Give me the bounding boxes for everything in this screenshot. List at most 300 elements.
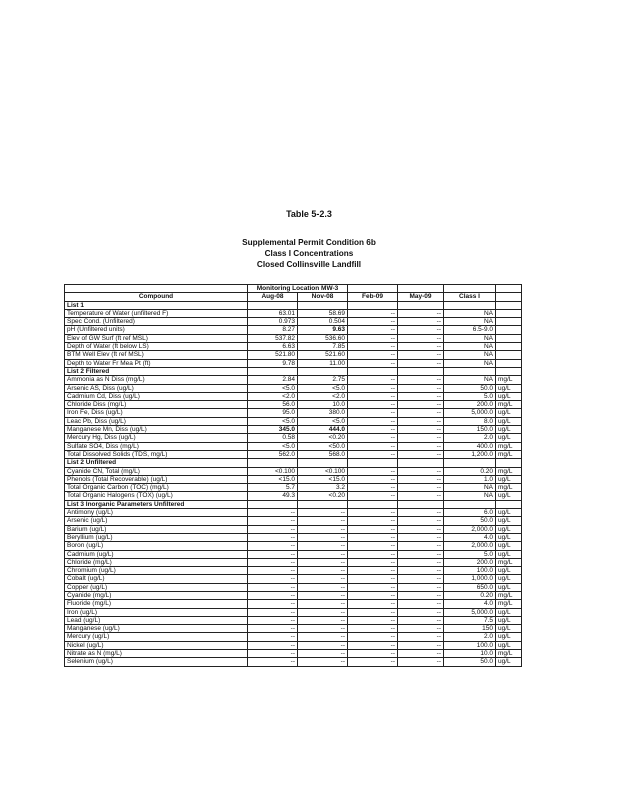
- unit-cell: ug/L: [496, 625, 522, 633]
- value-cell: <50.0: [298, 442, 348, 450]
- table-row: [65, 309, 522, 317]
- unit-cell: ug/L: [496, 517, 522, 525]
- col-header-feb-09: Feb-09: [348, 293, 398, 301]
- table-row: [65, 525, 522, 533]
- value-cell: --: [248, 608, 298, 616]
- value-cell: --: [298, 517, 348, 525]
- value-cell: <0.20: [298, 434, 348, 442]
- value-cell: --: [398, 550, 444, 558]
- unit-cell: mg/L: [496, 442, 522, 450]
- unit-cell: [496, 359, 522, 367]
- compound-header: Compound: [65, 293, 248, 301]
- table-row: [65, 509, 522, 517]
- table-row: [65, 442, 522, 450]
- value-cell: --: [398, 484, 444, 492]
- table-row: [65, 583, 522, 591]
- value-cell: --: [348, 309, 398, 317]
- value-cell: --: [348, 525, 398, 533]
- monitoring-location-row: [65, 285, 522, 293]
- compound-name: pH (Unfiltered units): [65, 326, 248, 334]
- unit-cell: ug/L: [496, 392, 522, 400]
- value-cell: --: [348, 608, 398, 616]
- empty-cell: [348, 500, 398, 508]
- value-cell: --: [298, 633, 348, 641]
- value-cell: 0.973: [248, 318, 298, 326]
- class-i-value: 8.0: [444, 417, 496, 425]
- class-i-value: 50.0: [444, 384, 496, 392]
- value-cell: --: [398, 450, 444, 458]
- value-cell: <15.0: [298, 475, 348, 483]
- table-row: [65, 434, 522, 442]
- value-cell: --: [298, 650, 348, 658]
- compound-name: BTM Well Elev (ft ref MSL): [65, 351, 248, 359]
- compound-name: Sulfate SO4, Diss (mg/L): [65, 442, 248, 450]
- blank-header-cell: [348, 285, 398, 293]
- class-i-value: 10.0: [444, 650, 496, 658]
- unit-cell: ug/L: [496, 658, 522, 666]
- compound-name: Fluoride (mg/L): [65, 600, 248, 608]
- value-cell: 3.2: [298, 484, 348, 492]
- value-cell: --: [348, 343, 398, 351]
- value-cell: 562.0: [248, 450, 298, 458]
- value-cell: 0.504: [298, 318, 348, 326]
- table-row: [65, 575, 522, 583]
- value-cell: --: [398, 467, 444, 475]
- compound-name: Antimony (ug/L): [65, 509, 248, 517]
- value-cell: 568.0: [298, 450, 348, 458]
- value-cell: --: [248, 616, 298, 624]
- table-row: [65, 401, 522, 409]
- value-cell: --: [398, 625, 444, 633]
- value-cell: --: [298, 525, 348, 533]
- value-cell: --: [398, 475, 444, 483]
- value-cell: <0.100: [248, 467, 298, 475]
- value-cell: --: [348, 641, 398, 649]
- unit-cell: ug/L: [496, 616, 522, 624]
- compound-name: Selenium (ug/L): [65, 658, 248, 666]
- unit-cell: ug/L: [496, 550, 522, 558]
- value-cell: 2.75: [298, 376, 348, 384]
- class-i-value: NA: [444, 343, 496, 351]
- table-row: [65, 633, 522, 641]
- unit-cell: ug/L: [496, 633, 522, 641]
- compound-name: Cadmium (ug/L): [65, 550, 248, 558]
- value-cell: --: [248, 567, 298, 575]
- class-i-value: 6.5-9.0: [444, 326, 496, 334]
- value-cell: --: [398, 326, 444, 334]
- class-i-value: 0.20: [444, 591, 496, 599]
- compound-name: Iron (ug/L): [65, 608, 248, 616]
- value-cell: --: [398, 533, 444, 541]
- unit-cell: [496, 334, 522, 342]
- class-i-value: 150.0: [444, 426, 496, 434]
- value-cell: --: [398, 558, 444, 566]
- compound-name: Total Dissolved Solids (TDS, mg/L): [65, 450, 248, 458]
- class-i-value: 200.0: [444, 401, 496, 409]
- value-cell: --: [248, 658, 298, 666]
- empty-cell: [398, 500, 444, 508]
- value-cell: --: [398, 343, 444, 351]
- value-cell: --: [248, 525, 298, 533]
- empty-cell: [298, 367, 348, 375]
- table-row: [65, 384, 522, 392]
- value-cell: --: [398, 575, 444, 583]
- class-i-value: 2.0: [444, 434, 496, 442]
- class-i-value: NA: [444, 334, 496, 342]
- compound-name: Manganese Mn, Diss (ug/L): [65, 426, 248, 434]
- value-cell: --: [348, 550, 398, 558]
- table-title: Table 5-2.3: [286, 209, 332, 219]
- value-cell: --: [348, 442, 398, 450]
- table-row: [65, 417, 522, 425]
- value-cell: --: [348, 591, 398, 599]
- value-cell: --: [248, 641, 298, 649]
- compound-name: Iron Fe, Diss (ug/L): [65, 409, 248, 417]
- value-cell: --: [298, 575, 348, 583]
- value-cell: --: [248, 625, 298, 633]
- value-cell: <5.0: [298, 417, 348, 425]
- unit-cell: [496, 309, 522, 317]
- empty-cell: [348, 301, 398, 309]
- value-cell: --: [398, 641, 444, 649]
- compound-name: Copper (ug/L): [65, 583, 248, 591]
- class-i-value: 4.0: [444, 533, 496, 541]
- value-cell: <5.0: [248, 442, 298, 450]
- unit-cell: mg/L: [496, 450, 522, 458]
- class-i-value: NA: [444, 309, 496, 317]
- value-cell: --: [398, 351, 444, 359]
- value-cell: --: [348, 542, 398, 550]
- value-cell: --: [248, 533, 298, 541]
- value-cell: --: [348, 409, 398, 417]
- value-cell: --: [348, 600, 398, 608]
- unit-cell: [496, 326, 522, 334]
- value-cell: --: [248, 591, 298, 599]
- section-label: List 1: [65, 301, 248, 309]
- table-row: [65, 542, 522, 550]
- value-cell: --: [298, 583, 348, 591]
- table-row: [65, 392, 522, 400]
- unit-cell: ug/L: [496, 417, 522, 425]
- section-label: List 3 Inorganic Parameters Unfiltered: [65, 500, 248, 508]
- unit-cell: mg/L: [496, 600, 522, 608]
- value-cell: --: [398, 384, 444, 392]
- unit-cell: ug/L: [496, 525, 522, 533]
- value-cell: --: [298, 658, 348, 666]
- compound-name: Cadmium Cd, Diss (ug/L): [65, 392, 248, 400]
- value-cell: 63.01: [248, 309, 298, 317]
- class-i-value: 100.0: [444, 641, 496, 649]
- value-cell: --: [248, 517, 298, 525]
- class-i-value: NA: [444, 359, 496, 367]
- table-row: [65, 467, 522, 475]
- table-row: [65, 658, 522, 666]
- empty-cell: [298, 459, 348, 467]
- table-body: [65, 301, 522, 666]
- value-cell: --: [348, 326, 398, 334]
- empty-cell: [444, 500, 496, 508]
- compound-name: Elev of GW Surf (ft ref MSL): [65, 334, 248, 342]
- col-header-may-09: May-09: [398, 293, 444, 301]
- compound-name: Nickel (ug/L): [65, 641, 248, 649]
- value-cell: --: [348, 401, 398, 409]
- value-cell: --: [248, 650, 298, 658]
- value-cell: --: [398, 525, 444, 533]
- value-cell: --: [348, 558, 398, 566]
- document-header: [0, 209, 618, 270]
- value-cell: <0.20: [298, 492, 348, 500]
- empty-cell: [444, 459, 496, 467]
- value-cell: --: [398, 409, 444, 417]
- col-header-nov-08: Nov-08: [298, 293, 348, 301]
- value-cell: --: [398, 591, 444, 599]
- compound-name: Arsenic (ug/L): [65, 517, 248, 525]
- value-cell: <5.0: [298, 384, 348, 392]
- value-cell: --: [398, 392, 444, 400]
- value-cell: 58.69: [298, 309, 348, 317]
- table-row: [65, 517, 522, 525]
- unit-cell: mg/L: [496, 484, 522, 492]
- value-cell: --: [248, 583, 298, 591]
- table-row: [65, 426, 522, 434]
- compound-name: Phenols (Total Recoverable) (ug/L): [65, 475, 248, 483]
- compound-name: Cyanide (mg/L): [65, 591, 248, 599]
- empty-cell: [248, 500, 298, 508]
- subtitle-line-3: Closed Collinsville Landfill: [256, 260, 362, 269]
- unit-cell: [496, 343, 522, 351]
- empty-cell: [248, 459, 298, 467]
- value-cell: <5.0: [248, 384, 298, 392]
- class-i-value: 5,000.0: [444, 608, 496, 616]
- value-cell: 5.7: [248, 484, 298, 492]
- value-cell: --: [398, 616, 444, 624]
- table-row: [65, 475, 522, 483]
- value-cell: 521.80: [248, 351, 298, 359]
- unit-cell: ug/L: [496, 434, 522, 442]
- class-i-value: NA: [444, 351, 496, 359]
- unit-cell: ug/L: [496, 475, 522, 483]
- value-cell: --: [398, 376, 444, 384]
- table-row: [65, 550, 522, 558]
- empty-cell: [248, 367, 298, 375]
- table-row: [65, 567, 522, 575]
- unit-cell: ug/L: [496, 533, 522, 541]
- value-cell: --: [398, 633, 444, 641]
- value-cell: --: [348, 384, 398, 392]
- value-cell: --: [398, 492, 444, 500]
- table-row: [65, 359, 522, 367]
- class-i-value: 6.0: [444, 509, 496, 517]
- value-cell: --: [398, 426, 444, 434]
- unit-cell: ug/L: [496, 409, 522, 417]
- value-cell: --: [298, 608, 348, 616]
- value-cell: <2.0: [298, 392, 348, 400]
- value-cell: --: [348, 450, 398, 458]
- value-cell: --: [248, 550, 298, 558]
- table-row: [65, 484, 522, 492]
- table-row: [65, 600, 522, 608]
- unit-cell: mg/L: [496, 467, 522, 475]
- section-header-row: [65, 459, 522, 467]
- compound-name: Nitrate as N (mg/L): [65, 650, 248, 658]
- section-header-row: [65, 500, 522, 508]
- empty-cell: [398, 459, 444, 467]
- table-row: [65, 608, 522, 616]
- value-cell: --: [348, 517, 398, 525]
- value-cell: --: [348, 633, 398, 641]
- table-row: [65, 409, 522, 417]
- table-row: [65, 492, 522, 500]
- compound-name: Depth to Water Fr Mea Pt (ft): [65, 359, 248, 367]
- compound-name: Ammonia as N Diss (mg/L): [65, 376, 248, 384]
- section-label: List 2 Filtered: [65, 367, 248, 375]
- class-i-value: 0.20: [444, 467, 496, 475]
- value-cell: 56.0: [248, 401, 298, 409]
- value-cell: --: [348, 376, 398, 384]
- unit-cell: [496, 351, 522, 359]
- compound-name: Lead (ug/L): [65, 616, 248, 624]
- unit-cell: ug/L: [496, 426, 522, 434]
- col-header-aug-08: Aug-08: [248, 293, 298, 301]
- empty-cell: [496, 500, 522, 508]
- value-cell: --: [348, 351, 398, 359]
- value-cell: --: [348, 658, 398, 666]
- column-header-row: [65, 293, 522, 301]
- compound-name: Mercury (ug/L): [65, 633, 248, 641]
- compound-name: Mercury Hg, Diss (ug/L): [65, 434, 248, 442]
- table-row: [65, 533, 522, 541]
- value-cell: --: [298, 600, 348, 608]
- empty-cell: [496, 301, 522, 309]
- value-cell: --: [398, 359, 444, 367]
- empty-cell: [398, 301, 444, 309]
- value-cell: --: [398, 517, 444, 525]
- value-cell: --: [248, 600, 298, 608]
- compound-name: Total Organic Halogens (TOX) (ug/L): [65, 492, 248, 500]
- class-i-value: 50.0: [444, 517, 496, 525]
- compound-name: Depth of Water (ft below LS): [65, 343, 248, 351]
- value-cell: --: [398, 442, 444, 450]
- value-cell: --: [348, 509, 398, 517]
- unit-cell: ug/L: [496, 492, 522, 500]
- value-cell: 537.82: [248, 334, 298, 342]
- empty-cell: [298, 500, 348, 508]
- value-cell: --: [398, 600, 444, 608]
- class-i-value: NA: [444, 492, 496, 500]
- unit-header: [496, 293, 522, 301]
- compound-name: Chromium (ug/L): [65, 567, 248, 575]
- compound-name: Chloride (mg/L): [65, 558, 248, 566]
- value-cell: --: [298, 509, 348, 517]
- value-cell: --: [298, 558, 348, 566]
- compound-name: Spec Cond. (Unfiltered): [65, 318, 248, 326]
- empty-cell: [348, 367, 398, 375]
- class-i-value: 4.0: [444, 600, 496, 608]
- unit-cell: ug/L: [496, 608, 522, 616]
- class-i-value: NA: [444, 484, 496, 492]
- value-cell: 6.63: [248, 343, 298, 351]
- value-cell: 8.27: [248, 326, 298, 334]
- value-cell: 2.84: [248, 376, 298, 384]
- value-cell: --: [348, 318, 398, 326]
- class-i-value: 1,200.0: [444, 450, 496, 458]
- class-i-value: NA: [444, 318, 496, 326]
- value-cell: <2.0: [248, 392, 298, 400]
- compound-name: Temperature of Water (unfiltered F): [65, 309, 248, 317]
- empty-cell: [398, 367, 444, 375]
- table-row: [65, 558, 522, 566]
- unit-cell: ug/L: [496, 583, 522, 591]
- value-cell: --: [348, 616, 398, 624]
- value-cell: --: [348, 417, 398, 425]
- value-cell: --: [398, 583, 444, 591]
- table-row: [65, 351, 522, 359]
- value-cell: --: [398, 658, 444, 666]
- unit-cell: mg/L: [496, 558, 522, 566]
- class-i-value: 1,000.0: [444, 575, 496, 583]
- value-cell: 380.0: [298, 409, 348, 417]
- value-cell: --: [348, 567, 398, 575]
- compound-name: Beryllium (ug/L): [65, 533, 248, 541]
- compound-name: Cobalt (ug/L): [65, 575, 248, 583]
- value-cell: --: [348, 575, 398, 583]
- class-i-value: 2,000.0: [444, 525, 496, 533]
- value-cell: --: [398, 401, 444, 409]
- value-cell: --: [398, 434, 444, 442]
- empty-cell: [248, 301, 298, 309]
- compound-name: Manganese (ug/L): [65, 625, 248, 633]
- class-i-value: 150: [444, 625, 496, 633]
- class-i-value: NA: [444, 376, 496, 384]
- concentrations-table: [64, 284, 522, 667]
- section-header-row: [65, 367, 522, 375]
- compound-name: Barium (ug/L): [65, 525, 248, 533]
- class-i-value: 7.5: [444, 616, 496, 624]
- class-i-value: 650.0: [444, 583, 496, 591]
- empty-cell: [348, 459, 398, 467]
- table-row: [65, 591, 522, 599]
- value-cell: --: [298, 641, 348, 649]
- value-cell: --: [398, 567, 444, 575]
- value-cell: --: [248, 633, 298, 641]
- value-cell: --: [348, 359, 398, 367]
- table-row: [65, 326, 522, 334]
- class-i-value: 5.0: [444, 550, 496, 558]
- blank-header-cell: [496, 285, 522, 293]
- value-cell: --: [348, 533, 398, 541]
- compound-name: Leac Pb, Diss (ug/L): [65, 417, 248, 425]
- table-row: [65, 641, 522, 649]
- unit-cell: ug/L: [496, 641, 522, 649]
- empty-cell: [496, 459, 522, 467]
- unit-cell: mg/L: [496, 591, 522, 599]
- value-cell: 0.58: [248, 434, 298, 442]
- class-i-value: 400.0: [444, 442, 496, 450]
- unit-cell: mg/L: [496, 376, 522, 384]
- value-cell: --: [298, 591, 348, 599]
- compound-name: Total Organic Carbon (TOC) (mg/L): [65, 484, 248, 492]
- table-row: [65, 376, 522, 384]
- table-row: [65, 625, 522, 633]
- empty-cell: [298, 301, 348, 309]
- class-i-value: 5.0: [444, 392, 496, 400]
- unit-cell: mg/L: [496, 401, 522, 409]
- value-cell: --: [398, 650, 444, 658]
- unit-cell: ug/L: [496, 542, 522, 550]
- value-cell: --: [248, 558, 298, 566]
- unit-cell: ug/L: [496, 575, 522, 583]
- value-cell: --: [398, 542, 444, 550]
